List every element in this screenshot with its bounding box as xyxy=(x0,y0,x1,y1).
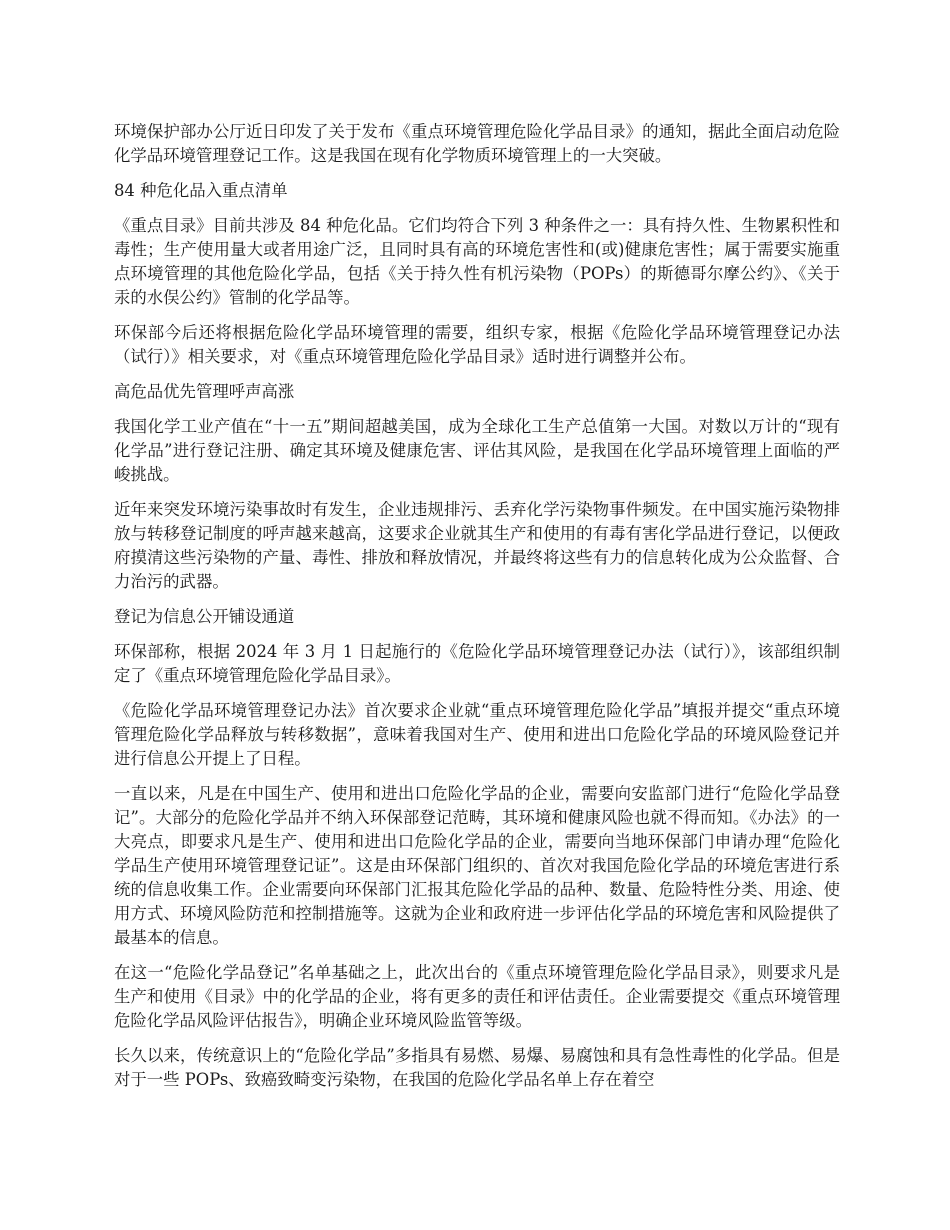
paragraph-registration-measures: 环保部称，根据 2024 年 3 月 1 日起施行的《危险化学品环境管理登记办法（试行）》，该部组织制定了《重点环境管理危险化学品目录》。 xyxy=(114,642,840,685)
paragraph-risk-assessment: 在这一“危险化学品登记”名单基础之上，此次出台的《重点环境管理危险化学品目录》，则要求凡是生产和使用《目录》中的化学品的企业，将有更多的责任和评估责任。企业需要提交《重点环境管理危险化学品风险评估报告》，明确企业环境风险监管等级。 xyxy=(114,963,840,1030)
paragraph-traditional-notion: 长久以来，传统意识上的“危险化学品”多指具有易燃、易爆、易腐蚀和具有急性毒性的化学品。但是对于一些 POPs、致癌致畸变污染物，在我国的危险化学品名单上存在着空 xyxy=(114,1046,840,1089)
paragraph-pollution-incidents: 近年来突发环境污染事故时有发生，企业违规排污、丢弃化学污染物事件频发。在中国实施污染物排放与转移登记制度的呼声越来越高，这要求企业就其生产和使用的有毒有害化学品进行登记，以便政府摸清这些污染物的产量、毒性、排放和释放情况，并最终将这些有力的信息转化成为公众监督、合力治污的武器。 xyxy=(114,500,840,591)
paragraph-catalog-scope: 《重点目录》目前共涉及 84 种危化品。它们均符合下列 3 种条件之一：具有持久性、生物累积性和毒性；生产使用量大或者用途广泛，且同时具有高的环境危害性和(或)健康危害性；属于需要实施重点环境管理的其他危险化学品，包括《关于持久性有机污染物（POPs）的斯德哥尔摩公约》、《关于汞的水俣公约》管制的化学品等。 xyxy=(114,216,840,307)
paragraph-intro: 环境保护部办公厅近日印发了关于发布《重点环境管理危险化学品目录》的通知，据此全面启动危险化学品环境管理登记工作。这是我国在现有化学物质环境管理上的一大突破。 xyxy=(114,122,840,165)
section-heading-registration-disclosure: 登记为信息公开铺设通道 xyxy=(114,607,295,626)
paragraph-catalog-adjustment: 环保部今后还将根据危险化学品环境管理的需要，组织专家，根据《危险化学品环境管理登记办法（试行）》相关要求，对《重点环境管理危险化学品目录》适时进行调整并公布。 xyxy=(114,323,840,366)
section-heading-priority-management: 高危品优先管理呼声高涨 xyxy=(114,382,295,401)
paragraph-registration-history: 一直以来，凡是在中国生产、使用和进出口危险化学品的企业，需要向安监部门进行“危险化学品登记”。大部分的危险化学品并不纳入环保部登记范畴，其环境和健康风险也就不得而知。《办法》的一大亮点，即要求凡是生产、使用和进出口危险化学品的企业，需要向当地环保部门申请办理“危险化学品生产使用环境管理登记证”。这是由环保部门组织的、首次对我国危险化学品的环境危害进行系统的信息收集工作。企业需要向环保部门汇报其危险化学品的品种、数量、危险特性分类、用途、使用方式、环境风险防范和控制措施等。这就为企业和政府进一步评估化学品的环境危害和风险提供了最基本的信息。 xyxy=(114,784,840,947)
section-heading-84-chemicals: 84 种危化品入重点清单 xyxy=(114,181,288,200)
article-body xyxy=(114,120,840,1103)
paragraph-chemical-industry: 我国化学工业产值在“十一五”期间超越美国，成为全球化工生产总值第一大国。对数以万计的“现有化学品”进行登记注册、确定其环境及健康危害、评估其风险，是我国在化学品环境管理上面临的严峻挑战。 xyxy=(114,417,840,484)
paragraph-release-transfer-data: 《危险化学品环境管理登记办法》首次要求企业就“重点环境管理危险化学品”填报并提交“重点环境管理危险化学品释放与转移数据”，意味着我国对生产、使用和进出口危险化学品的环境风险登记并进行信息公开提上了日程。 xyxy=(114,701,840,768)
